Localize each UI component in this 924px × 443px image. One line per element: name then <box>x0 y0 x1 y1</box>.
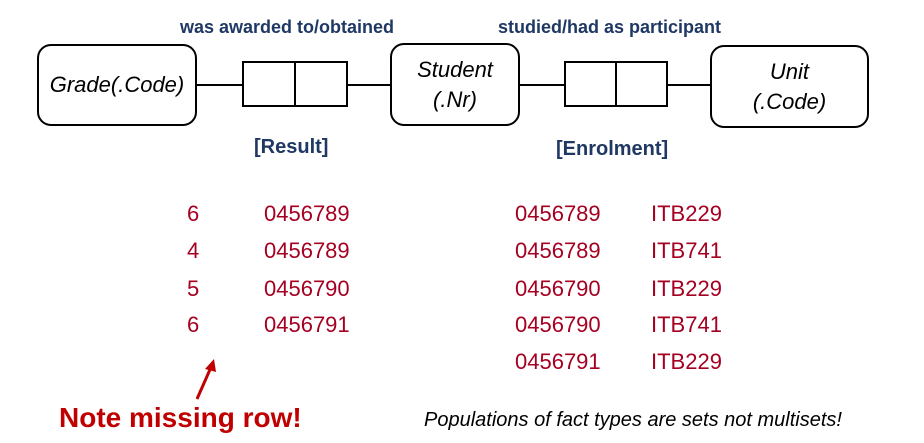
enrolment-student-cell: 0456790 <box>515 276 601 301</box>
result-grade-cell: 6 <box>187 312 200 337</box>
result-student-cell: 0456790 <box>264 276 350 301</box>
enrolment-fact-type-name: [Enrolment] <box>556 138 669 160</box>
connector-result-student <box>348 84 390 86</box>
enrolment-student-cell: 0456790 <box>515 312 601 337</box>
connector-enrolment-unit <box>668 84 710 86</box>
entity-student-name: Student <box>417 56 493 82</box>
enrolment-student-cell: 0456791 <box>515 349 601 374</box>
result-student-cell: 0456789 <box>264 238 350 263</box>
enrolment-reading: studied/had as participant <box>498 17 722 37</box>
missing-row-arrow-icon <box>185 355 225 405</box>
enrolment-student-cell: 0456789 <box>515 201 601 226</box>
result-reading: was awarded to/obtained <box>180 17 395 37</box>
entity-unit <box>710 45 869 128</box>
missing-row-note: Note missing row! <box>59 402 302 433</box>
entity-student <box>390 43 520 126</box>
enrolment-unit-cell: ITB229 <box>651 349 722 374</box>
entity-grade <box>37 44 197 126</box>
entity-unit-name: Unit <box>769 58 810 84</box>
entity-grade-label: Grade(.Code) <box>49 72 185 97</box>
connector-grade-result <box>197 84 242 86</box>
entity-student-refmode: (.Nr) <box>433 86 477 112</box>
result-student-cell: 0456789 <box>264 201 350 226</box>
result-fact-type-name: [Result] <box>254 136 329 158</box>
enrolment-role-divider <box>615 61 617 107</box>
enrolment-unit-cell: ITB229 <box>651 276 722 301</box>
entity-unit-refmode: (.Code) <box>752 88 827 114</box>
enrolment-student-cell: 0456789 <box>515 238 601 263</box>
enrolment-unit-cell: ITB741 <box>651 312 722 337</box>
connector-student-enrolment <box>520 84 564 86</box>
enrolment-unit-cell: ITB741 <box>651 238 722 263</box>
result-role-divider <box>294 61 296 107</box>
sets-not-multisets-note: Populations of fact types are sets not multisets! <box>424 409 842 431</box>
result-student-cell: 0456791 <box>264 312 350 337</box>
result-grade-cell: 5 <box>187 276 200 301</box>
enrolment-unit-cell: ITB229 <box>651 201 722 226</box>
result-grade-cell: 6 <box>187 201 200 226</box>
result-grade-cell: 4 <box>187 238 200 263</box>
